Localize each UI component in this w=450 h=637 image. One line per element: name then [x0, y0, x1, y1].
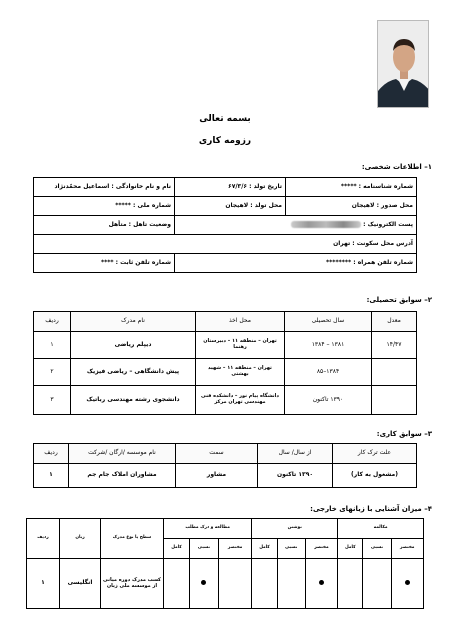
table-row-number: ۱: [27, 559, 60, 609]
group-writing: نوشتن: [252, 519, 338, 539]
speaking-partial: نسبی: [363, 539, 391, 559]
issue-place-cell: محل صدور : لاهیجان: [286, 197, 417, 216]
speaking-full-cell: [338, 559, 363, 609]
phone-cell: شماره تلفن ثابت : ****: [34, 254, 175, 273]
id-number-cell: شماره شناسنامه : *****: [286, 178, 417, 197]
place-cell: تهران – منطقه ۱۱ – شهید بهشتی: [196, 359, 285, 386]
col-leave-reason: علت ترک کار: [333, 444, 417, 464]
writing-brief: مختصر: [305, 539, 337, 559]
mobile-cell: شماره تلفن همراه : ********: [175, 254, 417, 273]
col-year: سال تحصیلی: [285, 312, 372, 332]
work-table: [33, 443, 417, 488]
personal-info-heading: ۱– اطلاعات شخصی:: [361, 163, 432, 171]
place-cell: دانشگاه پیام نور – دانشکده فنی مهندسی تهران مرکز: [196, 386, 285, 415]
reading-partial: نسبی: [190, 539, 219, 559]
col-role: سمت: [176, 444, 258, 464]
writing-brief-cell: [305, 559, 337, 609]
email-cell: [175, 216, 417, 235]
col-gpa: معدل: [372, 312, 417, 332]
writing-partial-cell: [277, 559, 305, 609]
writing-full: کامل: [252, 539, 277, 559]
speaking-partial-cell: [363, 559, 391, 609]
certificate-cell: کسب مدرک دوره میانی از موسسه ملی زبان: [101, 559, 164, 609]
table-row-number: ۳: [34, 386, 71, 415]
gpa-cell: [372, 359, 417, 386]
speaking-brief-cell: [391, 559, 423, 609]
writing-partial: نسبی: [277, 539, 305, 559]
table-row-number: ۲: [34, 359, 71, 386]
birth-place-cell: محل تولد : لاهیجان: [175, 197, 286, 216]
reading-full: کامل: [164, 539, 190, 559]
work-heading: ۳– سوابق کاری:: [376, 430, 432, 438]
languages-heading: ۴– میزان آشنایی با زبانهای خارجی:: [310, 505, 432, 513]
col-place: محل اخذ: [196, 312, 285, 332]
table-row-number: ۱: [34, 464, 69, 488]
role-cell: مشاور: [176, 464, 258, 488]
group-speaking: مکالمه: [338, 519, 424, 539]
national-code-cell: شماره ملی : *****: [34, 197, 175, 216]
writing-full-cell: [252, 559, 277, 609]
leave-reason-cell: (مشغول به کار): [333, 464, 417, 488]
col-language: زبان: [60, 519, 101, 559]
personal-info-table: [33, 177, 417, 273]
reading-full-cell: [164, 559, 190, 609]
reading-partial-cell: [190, 559, 219, 609]
degree-cell: پیش دانشگاهی – ریاضی فیزیک: [71, 359, 196, 386]
language-cell: انگلیسی: [60, 559, 101, 609]
col-period: از سال/ سال: [258, 444, 333, 464]
bismillah-heading: بسمه تعالی: [199, 114, 251, 124]
col-company: نام موسسه /ارگان /شرکت: [69, 444, 176, 464]
address-cell: آدرس محل سکونت : تهران: [34, 235, 417, 254]
reading-brief-cell: [218, 559, 251, 609]
table-row-number: ۱: [34, 332, 71, 359]
year-cell: ۱۳۹۰ تاکنون: [285, 386, 372, 415]
speaking-full: کامل: [338, 539, 363, 559]
selected-dot-icon: [405, 580, 410, 585]
name-cell: نام و نام خانوادگی : اسماعیل محمّدنژاد: [34, 178, 175, 197]
col-degree: نام مدرک: [71, 312, 196, 332]
birth-date-cell: تاریخ تولد : ۶۷/۳/۶: [175, 178, 286, 197]
year-cell: ۱۳۸۱ – ۱۳۸۴: [285, 332, 372, 359]
period-cell: ۱۳۹۰ تاکنون: [258, 464, 333, 488]
col-level-or-cert: سطح یا نوع مدرک: [101, 519, 164, 559]
education-table: [33, 311, 417, 415]
selected-dot-icon: [319, 580, 324, 585]
reading-brief: مختصر: [218, 539, 251, 559]
profile-photo: [377, 20, 429, 108]
email-label: پست الکترونیک :: [363, 221, 413, 229]
col-row: ردیف: [27, 519, 60, 559]
group-reading: مطالعه و درک مطلب: [164, 519, 252, 539]
degree-cell: دانشجوی رشته مهندسی رباتیک: [71, 386, 196, 415]
gpa-cell: [372, 386, 417, 415]
languages-table: [26, 518, 424, 609]
col-row: ردیف: [34, 312, 71, 332]
col-row: ردیف: [34, 444, 69, 464]
document-title: رزومه کاری: [198, 136, 252, 146]
speaking-brief: مختصر: [391, 539, 423, 559]
education-heading: ۲– سوابق تحصیلی:: [366, 296, 432, 304]
company-cell: مشاوران املاک جام جم: [69, 464, 176, 488]
marital-status-cell: وضعیت تاهل : متأهل: [34, 216, 175, 235]
gpa-cell: ۱۴/۴۷: [372, 332, 417, 359]
place-cell: تهران – منطقه ۱۱ – دبیرستان رهنما: [196, 332, 285, 359]
redacted-email: [291, 221, 361, 228]
degree-cell: دیپلم ریاضی: [71, 332, 196, 359]
year-cell: ۱۳۸۴–۸۵: [285, 359, 372, 386]
selected-dot-icon: [201, 580, 206, 585]
